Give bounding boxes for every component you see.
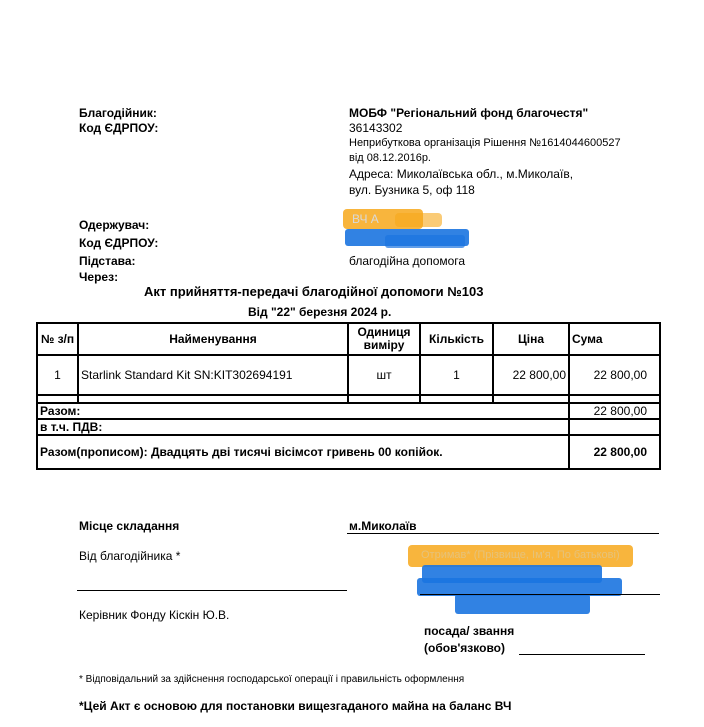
position-underline — [519, 654, 645, 655]
recipient-basis-label: Підстава: — [79, 254, 136, 268]
footnote-balance: *Цей Акт є основою для постановки вищезгаданого майна на баланс ВЧ — [79, 699, 512, 713]
header-sum: Сума — [569, 323, 660, 355]
footnote-responsible: * Відповідальний за здійснення господарської операції і правильність оформлення — [79, 674, 465, 685]
donor-address-line1: Адреса: Миколаївська обл., м.Миколаїв, — [349, 167, 574, 181]
table-header-row — [37, 323, 660, 355]
header-unit: Одиниця виміру — [348, 323, 420, 355]
donor-note-line1: Неприбуткова організація Рішення №1614044600527 — [349, 137, 621, 149]
recipient-via-label: Через: — [79, 270, 119, 284]
header-qty: Кількість — [420, 323, 493, 355]
position-label: посада/ звання — [424, 624, 515, 638]
donor-label: Благодійник: — [79, 106, 157, 120]
table-row-empty — [37, 395, 660, 403]
recipient-basis: благодійна допомога — [349, 254, 466, 268]
vat-label: в т.ч. ПДВ: — [37, 419, 569, 435]
words-label: Разом(прописом): Двадцять дві тисячі вісімсот гривень 00 копійок. — [37, 435, 569, 469]
header-price: Ціна — [493, 323, 569, 355]
head-label: Керівник Фонду Кіскін Ю.В. — [79, 608, 230, 622]
act-title: Акт прийняття-передачі благодійної допомоги №103 — [144, 284, 484, 299]
redaction-mark-blue — [385, 235, 465, 248]
redaction-mark-blue — [455, 594, 590, 614]
donor-edrpou: 36143302 — [349, 121, 403, 135]
total-label: Разом: — [37, 403, 569, 419]
redaction-mark-orange — [395, 213, 442, 227]
cell-name: Starlink Standard Kit SN:KIT302694191 — [78, 355, 348, 395]
header-num: № з/п — [37, 323, 78, 355]
receiver-signature-line — [420, 594, 660, 595]
place-value: м.Миколаїв — [349, 519, 417, 533]
donor-signature-line — [77, 590, 347, 591]
table-row — [37, 355, 660, 395]
words-row — [37, 435, 660, 469]
place-label: Місце складання — [79, 519, 180, 533]
place-underline — [347, 533, 659, 534]
receiver-hint: Отримав* (Прізвище, Ім'я, По батькові) — [421, 549, 620, 561]
header-name: Найменування — [78, 323, 348, 355]
donor-edrpou-label: Код ЄДРПОУ: — [79, 121, 159, 135]
recipient-label: Одержувач: — [79, 218, 150, 232]
act-date: Від "22" березня 2024 р. — [248, 305, 392, 319]
items-table — [36, 322, 661, 470]
cell-num: 1 — [37, 355, 78, 395]
cell-qty: 1 — [420, 355, 493, 395]
donor-note-line2: від 08.12.2016р. — [349, 152, 431, 164]
words-value: 22 800,00 — [569, 435, 660, 469]
cell-sum: 22 800,00 — [569, 355, 660, 395]
total-row — [37, 403, 660, 419]
cell-price: 22 800,00 — [493, 355, 569, 395]
donor-name: МОБФ "Регіональний фонд благочестя" — [349, 106, 589, 120]
vat-row — [37, 419, 660, 435]
total-value: 22 800,00 — [569, 403, 660, 419]
recipient-name-redacted: ВЧ А — [352, 212, 379, 226]
recipient-edrpou-label: Код ЄДРПОУ: — [79, 236, 159, 250]
donor-address-line2: вул. Бузника 5, оф 118 — [349, 183, 475, 197]
cell-unit: шт — [348, 355, 420, 395]
from-donor-label: Від благодійника * — [79, 549, 181, 563]
mandatory-label: (обов'язково) — [424, 641, 505, 655]
